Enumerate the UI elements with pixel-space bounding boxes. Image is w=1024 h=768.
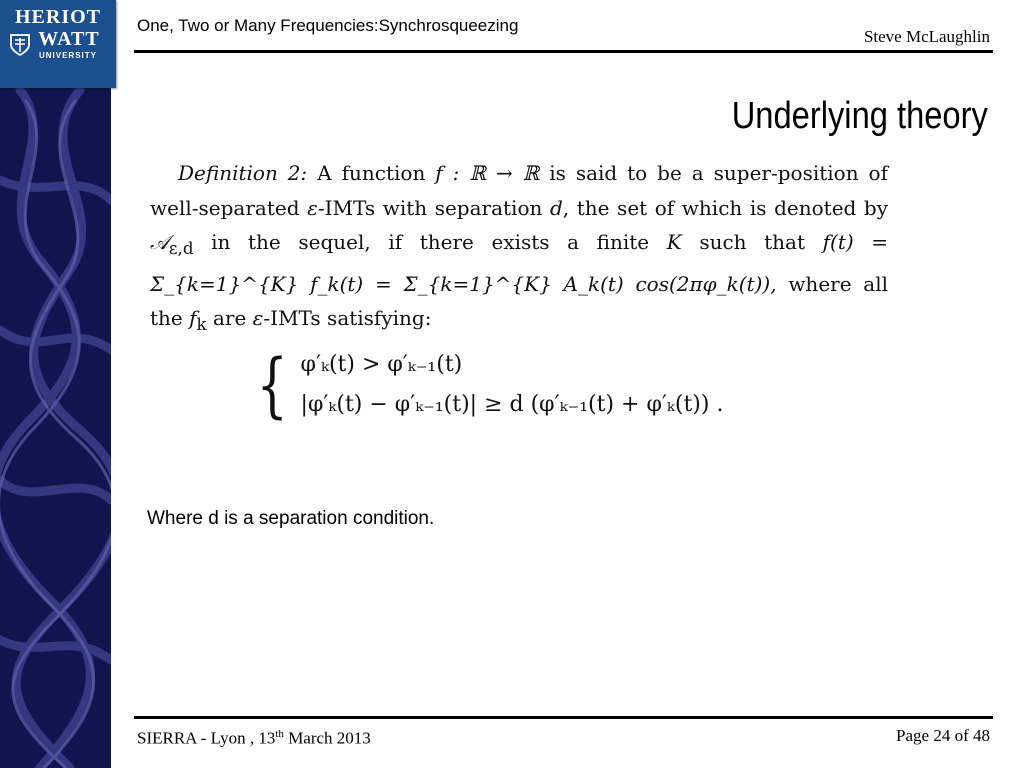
- sidebar-decoration: [0, 0, 111, 768]
- definition-text-e: in the sequel, if there exists a finite: [211, 230, 650, 254]
- logo-line-2: WATT: [38, 28, 100, 50]
- epsilon-symbol-2: ε: [252, 306, 264, 330]
- event-prefix: SIERRA - Lyon , 13: [137, 728, 276, 748]
- definition-paragraph: [150, 156, 888, 343]
- event-suffix: March 2013: [283, 728, 371, 748]
- event-superscript: th: [275, 728, 284, 740]
- definition-text-b: is said to be a super-position of well-separated: [150, 161, 888, 220]
- k-symbol: K: [666, 230, 682, 254]
- separation-note: Where d is a separation condition.: [147, 508, 435, 529]
- epsilon-symbol: ε: [307, 195, 318, 220]
- university-logo: [0, 0, 116, 88]
- set-subscript: ε,d: [168, 239, 194, 258]
- fk-symbol: f: [189, 306, 197, 330]
- condition-line-2: |φ′ₖ(t) − φ′ₖ₋₁(t)| ≥ d (φ′ₖ₋₁(t) + φ′ₖ(t)) .: [300, 392, 724, 417]
- logo-line-1: HERIOT: [14, 6, 102, 28]
- left-brace: {: [256, 344, 288, 426]
- header-divider: [134, 50, 993, 53]
- page-number: Page 24 of 48: [896, 726, 990, 745]
- definition-text-a: A function: [317, 161, 426, 185]
- fk-subscript: k: [196, 315, 207, 334]
- condition-system: [250, 345, 723, 425]
- definition-text-g: where all the: [150, 271, 888, 330]
- definition-label: Definition 2:: [178, 161, 308, 185]
- rope-pattern-icon: [0, 0, 111, 768]
- condition-line-1: φ′ₖ(t) > φ′ₖ₋₁(t): [300, 352, 463, 377]
- definition-text-d: , the set of which is denoted by: [562, 195, 889, 220]
- separation-symbol: d: [549, 195, 563, 220]
- slide-title: Underlying theory: [731, 95, 988, 137]
- logo-line-3: UNIVERSITY: [38, 51, 97, 60]
- set-symbol: 𝒜: [150, 230, 169, 254]
- definition-text-c: -IMTs with separation: [317, 195, 543, 220]
- crest-shield-icon: [9, 33, 31, 57]
- footer-divider: [134, 716, 993, 719]
- event-info: [137, 728, 371, 749]
- sum-formula: f(t) = Σ_{k=1}^{K} f_k(t) = Σ_{k=1}^{K} A_k(t) cos(2πφ_k(t)),: [150, 230, 889, 296]
- function-map: f : ℝ → ℝ: [435, 161, 540, 185]
- author-name: Steve McLaughlin: [863, 27, 990, 46]
- definition-text-h: are: [212, 306, 247, 330]
- definition-text-f: such that: [699, 230, 806, 254]
- definition-text-i: -IMTs satisfying:: [263, 306, 432, 330]
- presentation-title: One, Two or Many Frequencies:Synchrosqueezing: [137, 16, 519, 35]
